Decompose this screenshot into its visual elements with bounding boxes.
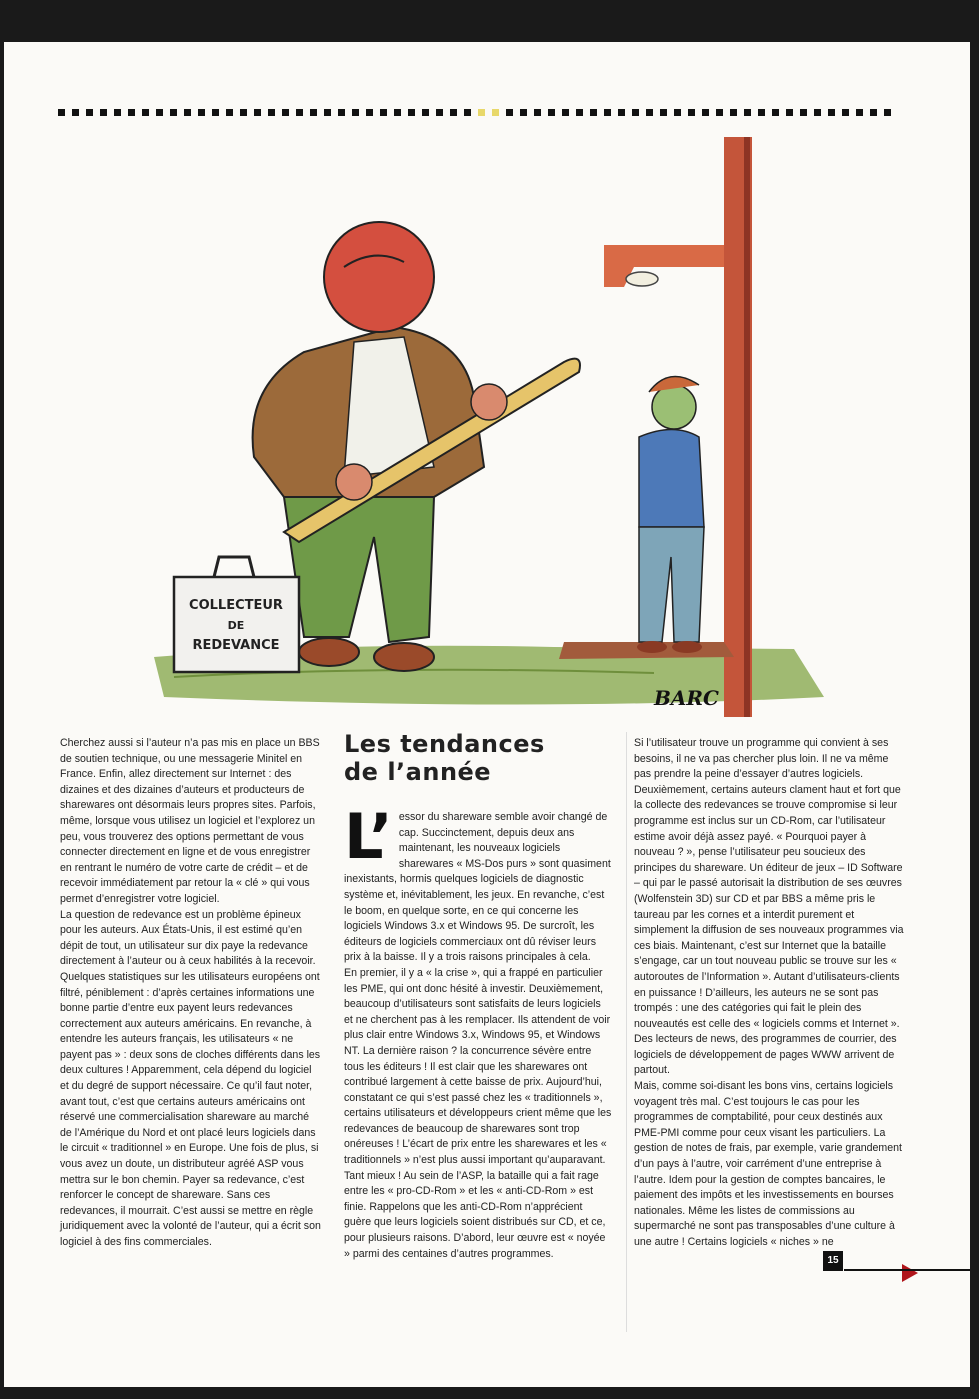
rule-dot <box>534 109 541 116</box>
column-1 <box>60 736 323 1251</box>
rule-dot <box>814 109 821 116</box>
rule-dot <box>380 109 387 116</box>
rule-dot <box>702 109 709 116</box>
rule-dot <box>226 109 233 116</box>
rule-dot <box>576 109 583 116</box>
collector-man <box>253 222 580 671</box>
rule-dot <box>240 109 247 116</box>
rule-dot <box>674 109 681 116</box>
heading-line2: de l’année <box>344 758 492 786</box>
rule-dot <box>310 109 317 116</box>
rule-dot <box>562 109 569 116</box>
case-label-line1: COLLECTEUR <box>189 598 283 613</box>
magazine-page <box>4 42 970 1387</box>
rule-dot <box>800 109 807 116</box>
rule-dot <box>660 109 667 116</box>
rule-dot <box>156 109 163 116</box>
heading-line1: Les tendances <box>344 730 545 758</box>
rule-dot <box>58 109 65 116</box>
column-3 <box>634 736 906 1251</box>
rule-dot <box>450 109 457 116</box>
rule-dot <box>744 109 751 116</box>
drop-cap: L’ <box>344 800 393 873</box>
page-number: 15 <box>823 1251 843 1271</box>
rule-dot <box>142 109 149 116</box>
rule-dot <box>842 109 849 116</box>
rule-dot <box>338 109 345 116</box>
rule-dot <box>828 109 835 116</box>
continue-arrow-icon <box>902 1264 918 1282</box>
rule-dot <box>170 109 177 116</box>
rule-dot <box>114 109 121 116</box>
rule-dot <box>730 109 737 116</box>
rule-dot <box>408 109 415 116</box>
col1-paragraph: La question de redevance est un problème épineux pour les auteurs. Aux États-Unis, il est estimé qu’en dépit de tout, un utilisateur sur dix paye la redevance directement à l’auteur ou à ceux habilités à la recevoir. Quelques statistiques sur les utilisateurs européens ont filtré, péniblement : d’après certaines informations une bonne partie d’entre eux payent leurs redevances correctement aux auteurs américains. En revanche, à entendre les auteurs français, les utilisateurs « ne payent pas » : deux sons de cloches différents dans les deux cultures ! Apparemment, cela dépend du logiciel et du degré de support nécessaire. Ce qu’il faut noter, avant tout, c’est que certains auteurs américains ont réservé une commercialisation shareware au marché de l’Amérique du Nord et ont placé leurs logiciels dans le circuit « traditionnel » en Europe. Une fois de plus, si vous avez un doute, un distributeur agréé ASP vous mettra sur le bon chemin. Payer sa redevance, c’est renforcer le concept de shareware. Sans ces redevances, il mourrait. C’est aussi se mettre en règle juridiquement avec la volonté de l’auteur, qui a écrit son logiciel à des fins commerciales. <box>60 908 321 1248</box>
rule-dot <box>128 109 135 116</box>
rule-dot <box>618 109 625 116</box>
briefcase <box>174 557 299 672</box>
rule-dot <box>464 109 471 116</box>
rule-dot <box>198 109 205 116</box>
rule-dot <box>86 109 93 116</box>
footer-rule <box>844 1269 970 1271</box>
rule-dot <box>268 109 275 116</box>
porch-lamp <box>604 245 724 287</box>
rule-dot <box>604 109 611 116</box>
col2-paragraph: essor du shareware semble avoir changé de cap. Succinctement, depuis deux ans maintenant, les nouveaux logiciels sharewares « MS-Dos purs » sont quasiment inexistants, hormis quelques logiciels de diagnostic système et, inévitablement, les jeux. En revanche, c’est le boom, en quelque sorte, en ce qui concerne les logiciels Windows 3.x et Windows 95. De surcroît, les éditeurs de logiciels commerciaux ont dû réviser leurs prix à la baisse. Il y a trois raisons principales à cela. <box>344 811 611 964</box>
rule-dot <box>856 109 863 116</box>
col1-paragraph: Cherchez aussi si l’auteur n’a pas mis en place un BBS de soutien technique, ou une messagerie Minitel en France. Enfin, allez directement sur Internet : des dizaines et des dizaines d’auteurs et producteurs de sharewares ont désormais leurs propres sites. Parfois, même, lorsque vous utilisez un logiciel et l’explorez un peu, vous trouverez des options permettant de vous connecter directement en ligne et de vous enregistrer en rentrant le numéro de votre carte de crédit – et de recevoir immédiatement par retour la « clé » qui vous permet d’enregistrer votre logiciel. <box>60 737 320 905</box>
rule-dot <box>772 109 779 116</box>
case-label-line3: REDEVANCE <box>192 638 280 653</box>
section-heading <box>344 730 545 786</box>
small-user-man <box>637 376 704 653</box>
rule-dot <box>548 109 555 116</box>
decorative-dot-rule <box>58 109 898 119</box>
rule-dot <box>366 109 373 116</box>
rule-dot <box>632 109 639 116</box>
column-2 <box>344 800 612 1262</box>
page-fold <box>626 732 627 1332</box>
rule-dot <box>520 109 527 116</box>
rule-dot <box>758 109 765 116</box>
cartoon-illustration <box>134 137 914 717</box>
rule-dot <box>296 109 303 116</box>
rule-dot <box>688 109 695 116</box>
rule-dot <box>716 109 723 116</box>
rule-dot <box>436 109 443 116</box>
rule-dot <box>282 109 289 116</box>
col2-paragraph: En premier, il y a « la crise », qui a frappé en particulier les PME, qui ont donc hésité à investir. Deuxièmement, beaucoup d’utilisateurs sont satisfaits de leurs logiciels et ne cherchent pas à les remplacer. Ils attendent de voir plus clair entre Windows 3.x, Windows 95, et Windows NT. La dernière raison ? la concurrence sévère entre tous les éditeurs ! Il est clair que les sharewares ont contribué largement à cette baisse de prix. Aujourd’hui, constatant ce qui s’est passé chez les « traditionnels », certains utilisateurs et développeurs crient même que les redevances de beaucoup de sharewares sont trop onéreuses ! L’écart de prix entre les sharewares et les « traditionnels » n’est plus aussi important qu’auparavant. Tant mieux ! Au sein de l’ASP, la bataille qui a fait rage entre les « pro-CD-Rom » et les « anti-CD-Rom » est finie. Rappelons que les anti-CD-Rom n’apprécient guère que leurs logiciels soient distribués sur CD, et ce, pour plusieurs raisons. D’abord, leur œuvre est « noyée » parmi des centaines d’autres programmes. <box>344 966 612 1260</box>
rule-dot <box>590 109 597 116</box>
rule-dot <box>100 109 107 116</box>
col3-paragraph: Si l’utilisateur trouve un programme qui convient à ses besoins, il ne va pas chercher plus loin. Il ne va même pas prendre la peine d’essayer d’autres logiciels. Deuxièmement, certains auteurs clament haut et fort que la collecte des redevances se trouve compromise si leur programme est inclus sur un CD-Rom, car l’utilisateur estime avoir déjà assez payé. « Pourquoi payer à nouveau ? », pense l’utilisateur peu soucieux des principes du shareware. Un éditeur de jeux – ID Software – qui par le passé autorisait la distribution de ses œuvres (Wolfenstein 3D) sur CD et par BBS a même pris le taureau par les cornes et a interdit purement et simplement la diffusion de ses nouveaux programmes via ces biais. Maintenant, c’est sur Internet que la bataille s’engage, car un tout nouveau public se trouve sur les « autoroutes de l’Information ». Autant d’utilisateurs-clients en puissance ! D’ailleurs, les auteurs ne se sont pas trompés : une des catégories qui fait le plein des nouveautés est celle des « logiciels comms et Internet ». Des lecteurs de news, des programmes de courrier, des logiciels de développement de pages WWW arrivent de partout. <box>634 737 904 1077</box>
rule-dot <box>184 109 191 116</box>
rule-dot <box>492 109 499 116</box>
artist-signature: BARC <box>654 686 719 710</box>
col3-paragraph: Mais, comme soi-disant les bons vins, certains logiciels voyagent très mal. C’est toujours le cas pour les programmes de comptabilité, pour ceux destinés aux PME-PMI comme pour ceux visant les particuliers. La gestion de notes de frais, par exemple, varie grandement d’un pays à l’autre, voir carrément d’une entreprise à l’autre. Idem pour la gestion de comptes bancaires, le paiement des impôts et les investissements en bourses nationales. Même les listes de commissions au supermarché ne sont pas transposables d’une culture à une autre ! Certains logiciels « niches » ne <box>634 1080 902 1248</box>
rule-dot <box>394 109 401 116</box>
rule-dot <box>324 109 331 116</box>
rule-dot <box>422 109 429 116</box>
rule-dot <box>870 109 877 116</box>
rule-dot <box>786 109 793 116</box>
rule-dot <box>884 109 891 116</box>
rule-dot <box>212 109 219 116</box>
rule-dot <box>352 109 359 116</box>
rule-dot <box>72 109 79 116</box>
rule-dot <box>254 109 261 116</box>
rule-dot <box>646 109 653 116</box>
case-label-line2: DE <box>227 619 245 632</box>
rule-dot <box>506 109 513 116</box>
rule-dot <box>478 109 485 116</box>
